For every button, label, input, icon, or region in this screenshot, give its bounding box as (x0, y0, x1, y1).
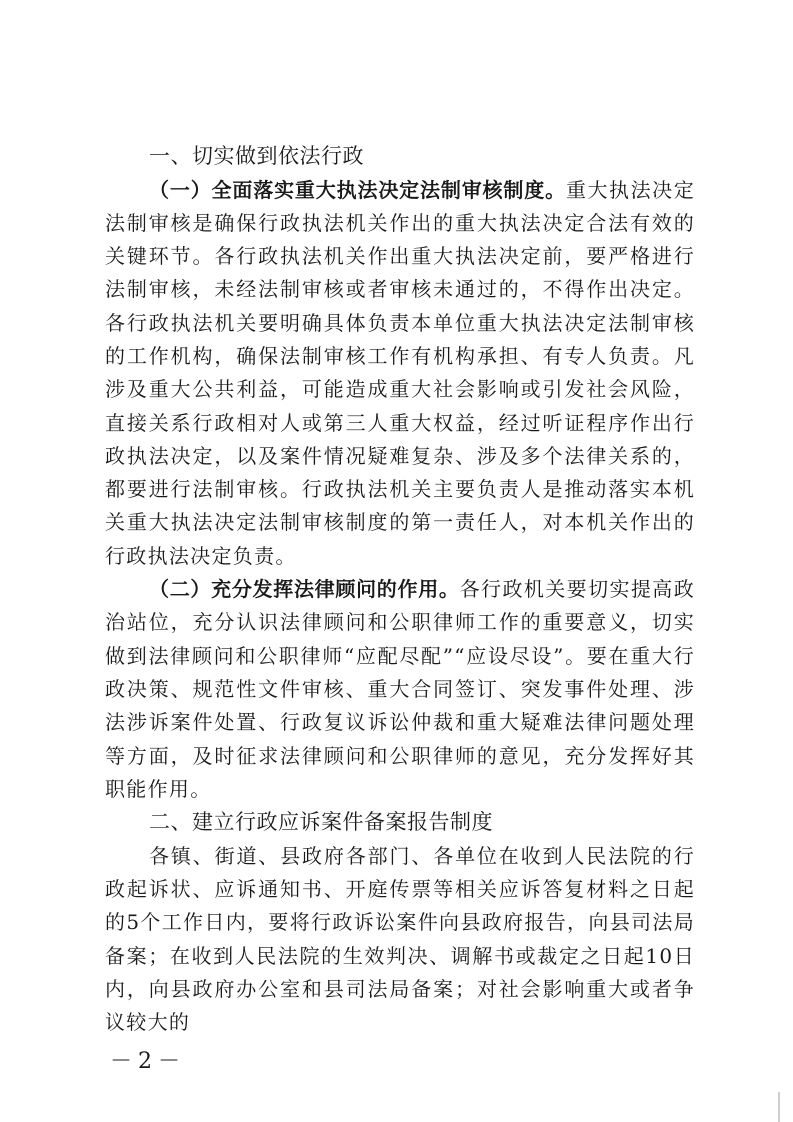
section-heading-2: 二、建立行政应诉案件备案报告制度 (149, 810, 493, 835)
paragraph-text-legal-advisor: 各行政机关要切实提高政治站位，充分认识法律顾问和公职律师工作的重要意义，切实做到法律顾问和公职律师“应配尽配”“应设尽设”。要在重大行政决策、规范性文件审核、重大合同签订、突发事件处理、涉法涉诉案件处置、行政复议诉讼仲裁和重大疑难法律问题处理等方面，及时征求法律顾问和公职律师的意见，充分发挥好其职能作用。 (105, 577, 695, 801)
page-number: －2－ (110, 1049, 186, 1074)
paragraph-legal-review (105, 174, 695, 574)
paragraph-legal-advisor (105, 573, 695, 806)
document-body (105, 140, 695, 1039)
scan-edge-mark (778, 1092, 780, 1122)
paragraph-text-legal-review: 重大执法决定法制审核是确保行政执法机关作出的重大执法决定合法有效的关键环节。各行政执法机关作出重大执法决定前，要严格进行法制审核，未经法制审核或者审核未通过的，不得作出决定。各行政执法机关要明确具体负责本单位重大执法决定法制审核的工作机构，确保法制审核工作有机构承担、有专人负责。凡涉及重大公共利益，可能造成重大社会影响或引发社会风险，直接关系行政相对人或第三人重大权益，经过听证程序作出行政执法决定，以及案件情况疑难复杂、涉及多个法律关系的，都要进行法制审核。行政执法机关主要负责人是推动落实本机关重大执法决定法制审核制度的第一责任人，对本机关作出的行政执法决定负责。 (105, 177, 695, 568)
paragraph-lead-legal-review: （一）全面落实重大执法决定法制审核制度。 (149, 177, 566, 202)
section-heading-1: 一、切实做到依法行政 (149, 144, 364, 168)
paragraph-lead-legal-advisor: （二）充分发挥法律顾问的作用。 (149, 577, 460, 602)
paragraph-text-filing-report: 各镇、街道、县政府各部门、各单位在收到人民法院的行政起诉状、应诉通知书、开庭传票等相关应诉答复材料之日起的5个工作日内，要将行政诉讼案件向县政府报告，向县司法局备案；在收到人民法院的生效判决、调解书或裁定之日起10日内，向县政府办公室和县司法局备案；对社会影响重大或者争议较大的 (105, 843, 695, 1035)
paragraph-filing-report (105, 840, 695, 1040)
